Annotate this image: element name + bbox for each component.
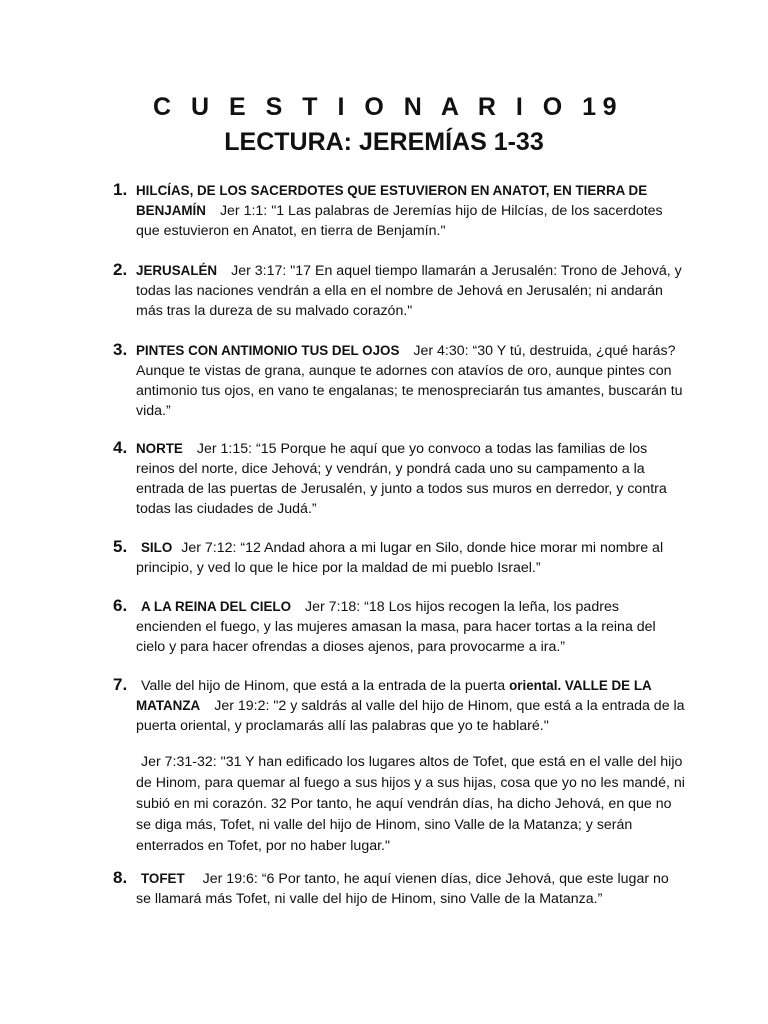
question-number: 6. [113, 596, 128, 615]
question-number: 5. [113, 537, 128, 556]
scripture-reference: Jer 1:1: "1 Las palabras de Jeremías hijo de Hilcías, de los sacerdotes que estuvieron en Anatot, en tierra de Benjamín." [136, 203, 663, 239]
answer-text: PINTES CON ANTIMONIO TUS DEL OJOS [136, 343, 400, 358]
question-number: 3. [113, 340, 128, 359]
answer-text: A LA REINA DEL CIELO [141, 599, 292, 614]
lead-text: Valle del hijo de Hinom, que está a la entrada de la puerta [141, 678, 506, 694]
scripture-reference: Jer 7:12: “12 Andad ahora a mi lugar en Silo, donde hice morar mi nombre al principio, y ved lo que le hice por la maldad de mi pueblo Israel.” [136, 540, 664, 576]
answer-text: SILO [141, 540, 173, 555]
question-body [136, 181, 686, 241]
question-body [136, 261, 686, 321]
question-body [136, 869, 686, 909]
scripture-reference: Jer 19:6: “6 Por tanto, he aquí vienen días, dice Jehová, que este lugar no se llamará más Tofet, ni valle del hijo de Hinom, sino Valle de la Matanza.” [136, 871, 669, 907]
scripture-reference: Jer 3:17: "17 En aquel tiempo llamarán a Jerusalén: Trono de Jehová, y todas las naciones vendrán a ella en el nombre de Jehová en Jerusalén; ni andarán más tras la dureza de su malvado corazón." [136, 263, 682, 319]
answer-text: HILCÍAS, DE LOS SACERDOTES QUE ESTUVIERON EN ANATOT, EN TIERRA DE BENJAMÍN [136, 183, 648, 218]
scripture-reference-extra: Jer 7:31-32: "31 Y han edificado los lugares altos de Tofet, que está en el valle del hijo de Hinom, para quemar al fuego a sus hijos y a sus hijas, cosa que yo no les mandé, ni subió en mi corazón. 32 Por tanto, he aquí vendrán días, ha dicho Jehová, en que no se diga más, Tofet, ni valle del hijo de Hinom, sino Valle de la Matanza; y serán enterrados en Tofet, por no haber lugar." [136, 754, 685, 854]
page-subtitle: LECTURA: JEREMÍAS 1-33 [224, 128, 544, 156]
question-number: 2. [113, 260, 128, 279]
question-body [136, 676, 686, 736]
page-title: C U E S T I O N A R I O 19 [153, 93, 623, 121]
question-number: 7. [113, 675, 128, 694]
question-number: 8. [113, 868, 128, 887]
scripture-reference: Jer 1:15: “15 Porque he aquí que yo convoco a todas las familias de los reinos del norte, dice Jehová; y vendrán, y pondrá cada uno su campamento a la entrada de las puertas de Jerusalén, y junto a todos sus muros en derredor, y contra todas las ciudades de Judá.” [136, 441, 667, 517]
answer-text: JERUSALÉN [136, 263, 218, 278]
question-body [136, 597, 686, 657]
answer-text: NORTE [136, 441, 183, 456]
question-body [136, 341, 686, 421]
question-number: 4. [113, 438, 128, 457]
scripture-reference: Jer 19:2: "2 y saldrás al valle del hijo de Hinom, que está a la entrada de la puerta oriental, y proclamarás allí las palabras que yo te hablaré." [136, 698, 685, 734]
question-body [136, 439, 686, 519]
scripture-reference: Jer 4:30: “30 Y tú, destruida, ¿qué harás? Aunque te vistas de grana, aunque te adornes con atavíos de oro, aunque pintes con antimonio tus ojos, en vano te engalanas; te menospreciarán tus amantes, buscarán tu vida.” [136, 343, 683, 419]
answer-text: oriental. VALLE DE LA MATANZA [136, 678, 652, 713]
question-number: 1. [113, 180, 128, 199]
question-body [136, 538, 686, 578]
scripture-reference: Jer 7:18: “18 Los hijos recogen la leña, los padres encienden el fuego, y las mujeres amasan la masa, para hacer tortas a la reina del cielo y para hacer ofrendas a dioses ajenos, para provocarme a ira.” [136, 599, 656, 655]
answer-text: TOFET [141, 871, 185, 886]
question-body-extra [136, 752, 686, 857]
